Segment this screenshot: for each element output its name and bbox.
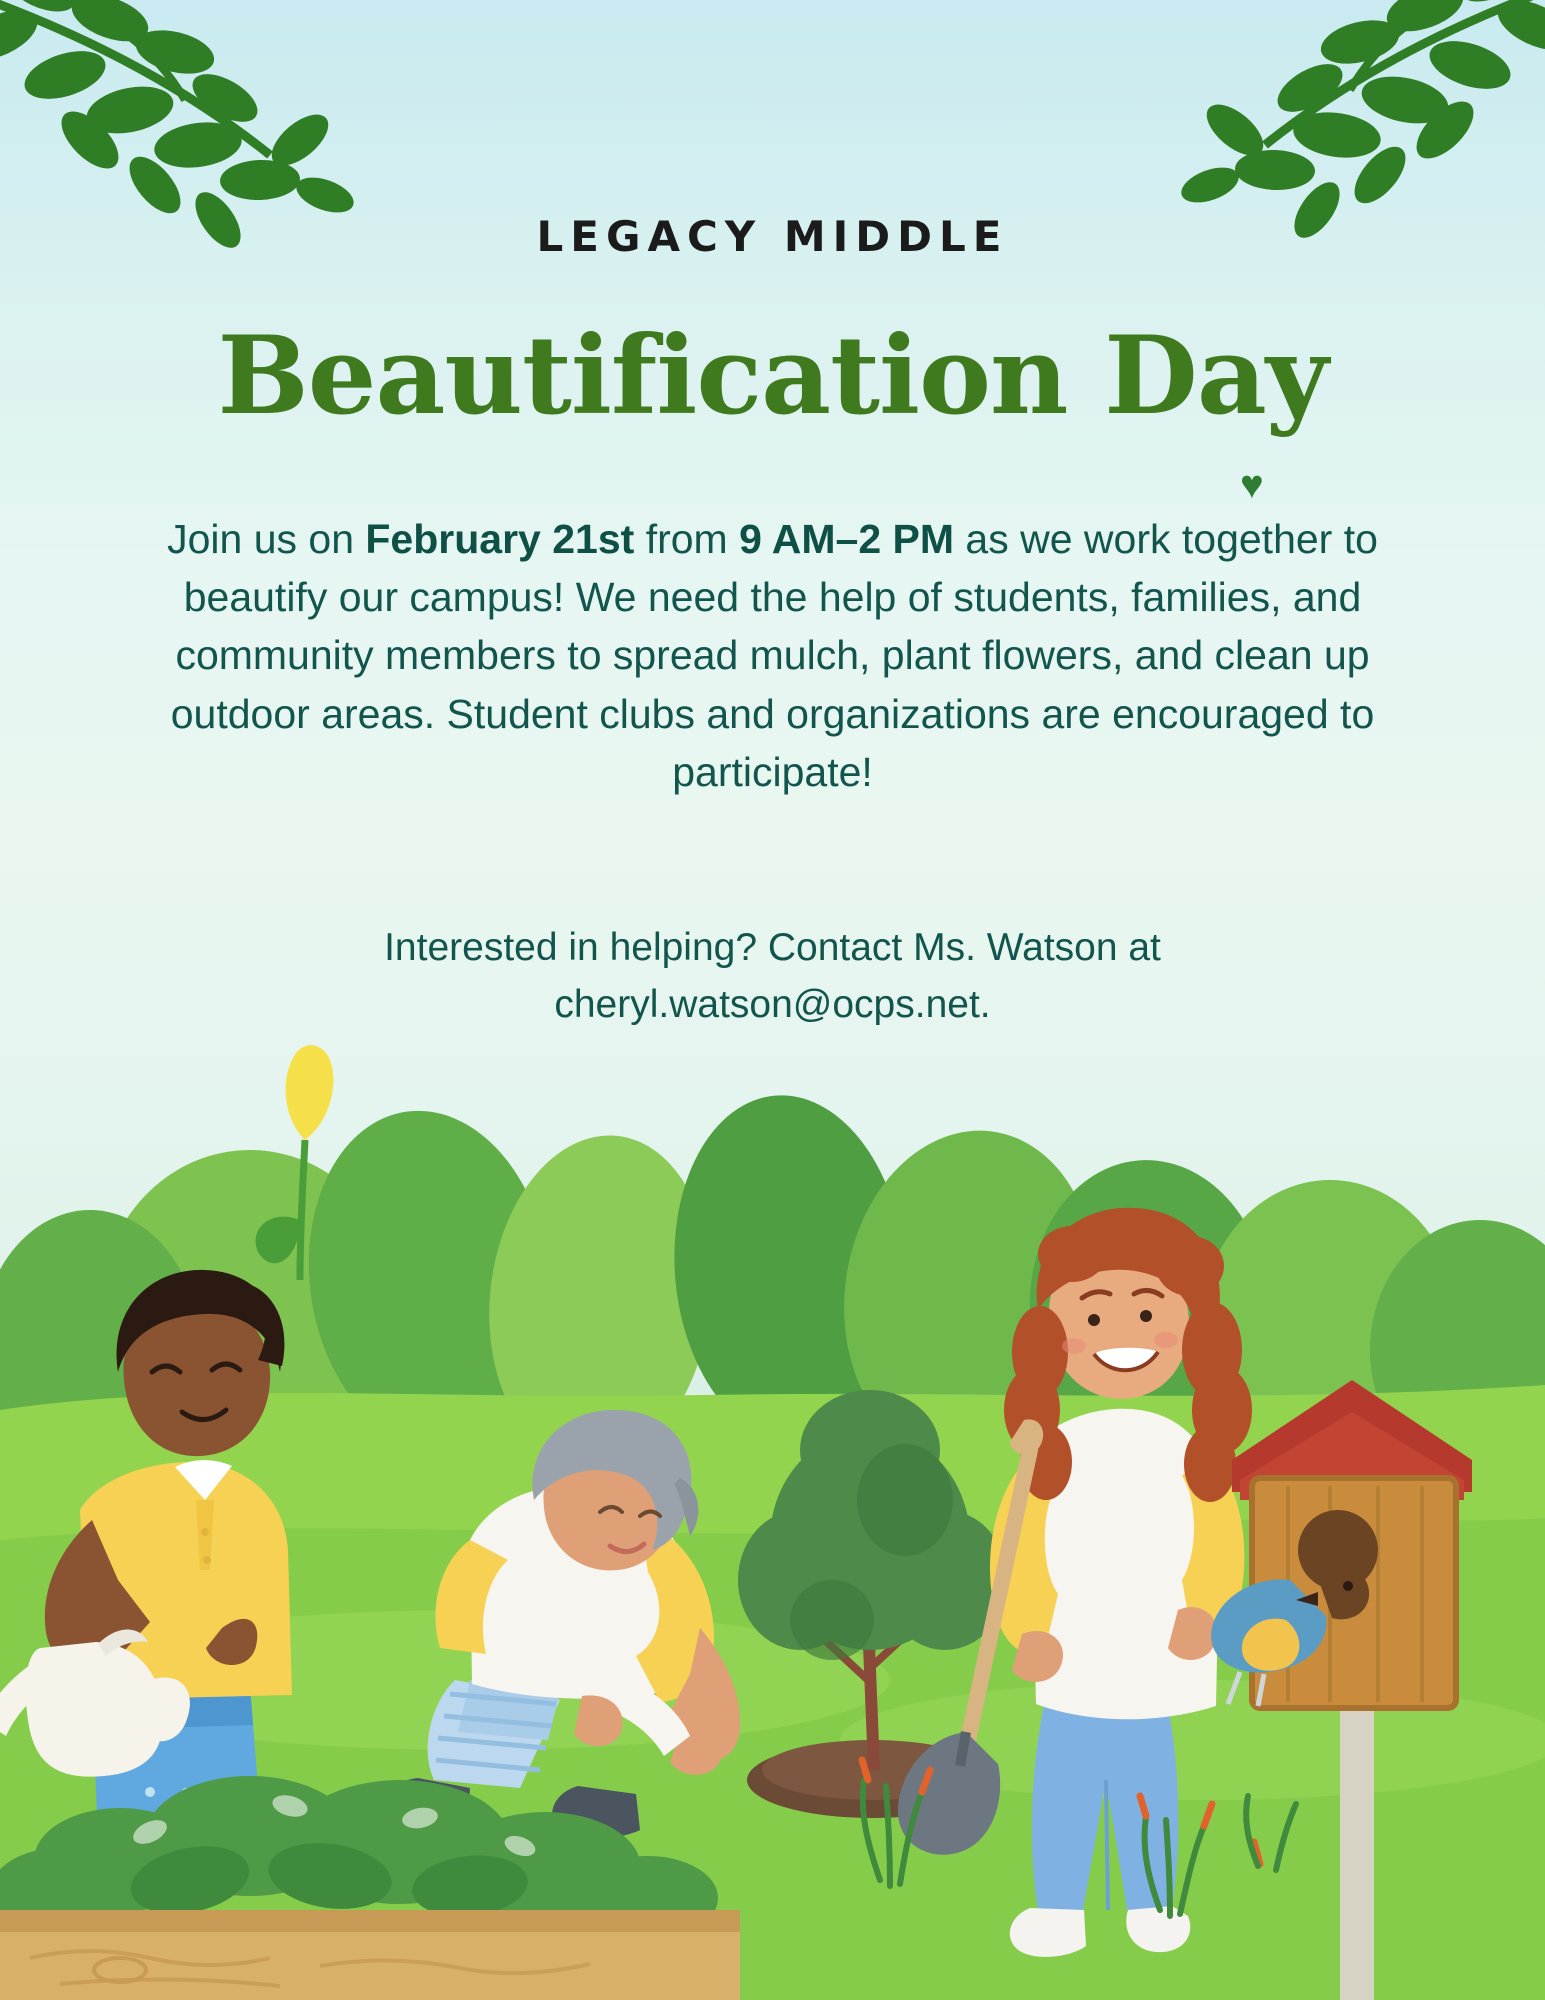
school-name: LEGACY MIDDLE [536,212,1009,261]
event-date: February 21st [365,516,635,562]
page-title: Beautification Day [217,313,1328,439]
event-description [150,510,1395,801]
desc-part-1: Join us on [167,516,366,562]
heart-icon: ♥ [1240,463,1264,507]
event-time: 9 AM–2 PM [739,516,955,562]
desc-part-3: as we work together to beautify our campus! We need the help of students, families, and community members to spread mulch, plant flowers, and clean up outdoor areas. Student clubs and organizations are encouraged to participate! [170,516,1378,795]
contact-info: Interested in helping? Contact Ms. Watson at cheryl.watson@ocps.net. [384,926,1161,1026]
gardening-illustration [0,980,1545,2000]
desc-part-2: from [634,516,740,562]
